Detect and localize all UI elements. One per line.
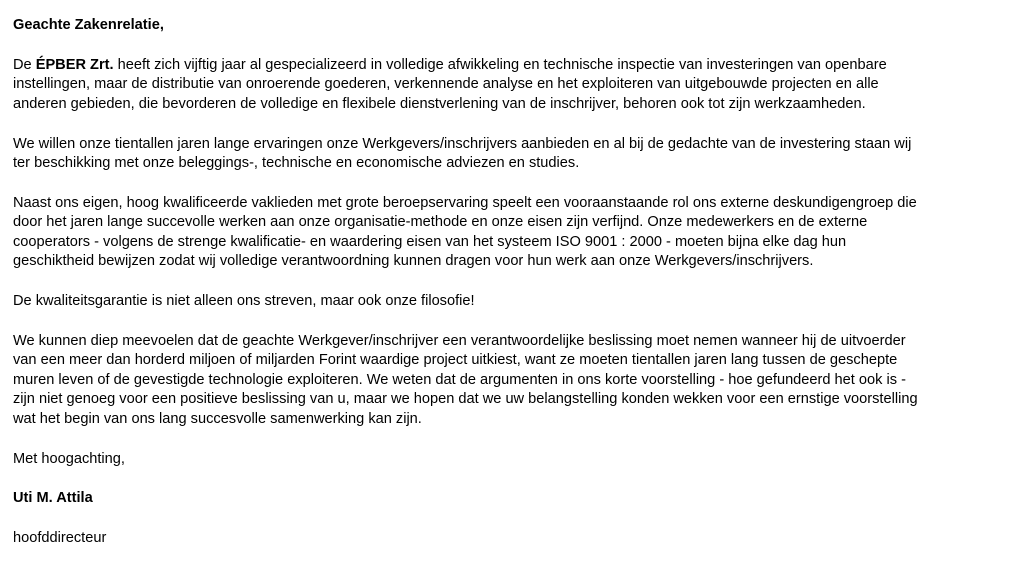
paragraph-intro-line-3: anderen gebieden, die bevorderen de volledige en flexibele dienstverlening van de inschrijver, behoren ook tot zijn werkzaamheden. [13,95,866,112]
paragraph-decision-line-2: van een meer dan horderd miljoen of miljarden Forint waardige project uitkiest, want ze moeten tientallen jaren lang tussen de geschepte [13,352,898,369]
paragraph-experts-line-2: door het jaren lange succevolle werken aan onze organisatie-methode en onze eisen zijn verfijnd. Onze medewerkers en de externe [13,214,868,231]
paragraph-decision [13,332,1003,429]
signer-name: Uti M. Attila [13,490,93,507]
paragraph-intro [13,56,1003,114]
letter-body [13,16,1003,569]
paragraph-decision-line-5: wat het begin van ons lang succesvolle samenwerking kan zijn. [13,410,422,427]
paragraph-experience-line-2: ter beschikking met onze beleggings-, technische en economische adviezen en studies. [13,155,580,172]
paragraph-experience [13,135,1003,174]
paragraph-experts-line-1: Naast ons eigen, hoog kwalificeerde vaklieden met grote beroepservaring speelt een vooraanstaande rol ons externe deskundigengroep die [13,194,917,211]
paragraph-intro-line-1 [13,56,1003,75]
paragraph-intro-line-2: instellingen, maar de distributie van onroerende goederen, verkennende analyse en het exploiteren van uitgebouwde projecten en alle [13,76,879,93]
salutation: Geachte Zakenrelatie, [13,17,164,33]
paragraph-experience-line-1: We willen onze tientallen jaren lange ervaringen onze Werkgevers/inschrijvers aanbieden en al bij de gedachte van de investering staan wij [13,135,912,152]
paragraph-quality: De kwaliteitsgarantie is niet alleen ons streven, maar ook onze filosofie! [13,293,475,310]
paragraph-experts [13,194,1003,272]
paragraph-decision-line-4: zijn niet genoeg voor een positieve beslissing van u, maar we hopen dat we uw belangstelling konden wekken voor een ernstige voorstelling [13,391,918,408]
intro-line-1-text: heeft zich vijftig jaar al gespecializeerd in volledige afwikkeling en technische inspectie van investeringen van openbare [113,56,887,73]
company-name: ÉPBER Zrt. [35,56,114,73]
paragraph-decision-line-1: We kunnen diep meevoelen dat de geachte Werkgever/inschrijver een verantwoordelijke beslissing moet nemen wanneer hij de uitvoerder [13,332,906,349]
closing: Met hoogachting, [13,450,125,467]
paragraph-decision-line-3: muren leven of de gevestigde technologie exploiteren. We weten dat de argumenten in ons korte voorstelling - hoe gefundeerd het ook is - [13,371,906,388]
paragraph-experts-line-4: geschiktheid bewijzen zodat wij volledige verantwoordning kunnen dragen voor hun werk aan onze Werkgevers/inschrijvers. [13,253,814,270]
intro-prefix: De [13,56,36,73]
signer-title: hoofddirecteur [13,530,107,547]
paragraph-experts-line-3: cooperators - volgens de strenge kwalificatie- en waardering eisen van het systeem ISO 9001 : 2000 - moeten bijna elke dag hun [13,233,847,250]
